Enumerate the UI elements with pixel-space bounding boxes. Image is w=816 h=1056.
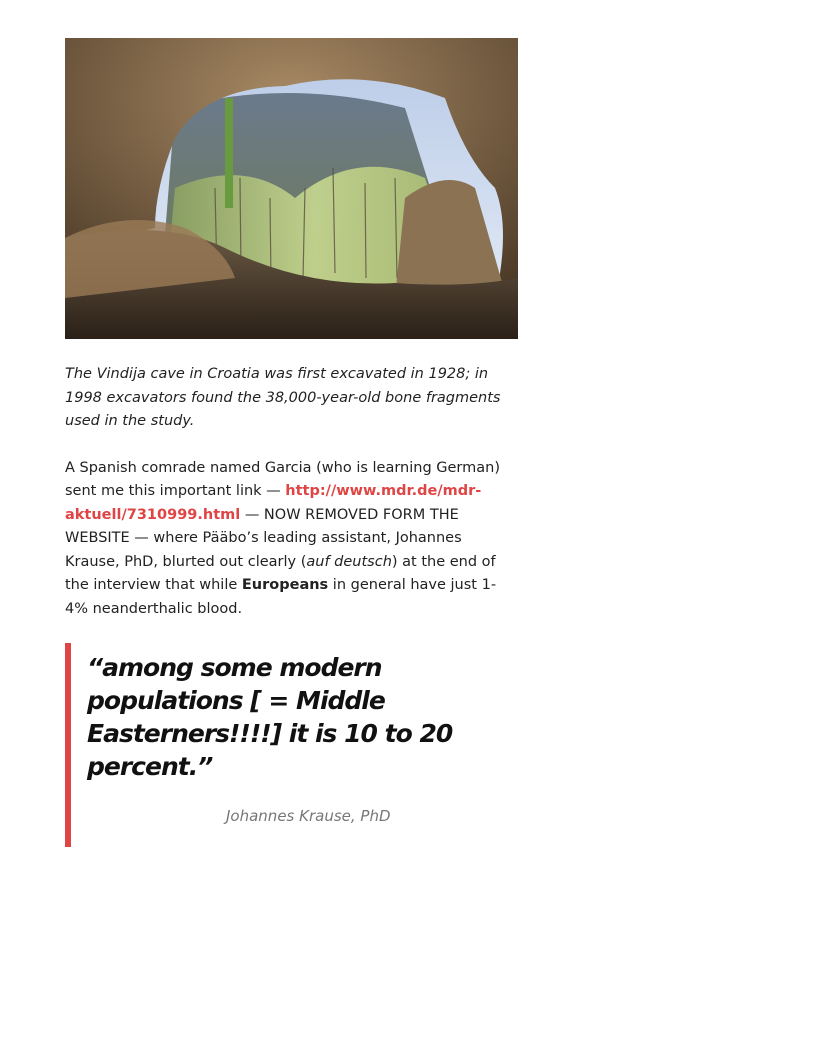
cave-photo-image <box>65 38 518 339</box>
paragraph-after-italic: ) at the end of the interview that while <box>65 553 496 593</box>
quote-citation: Johannes Krause, PhD <box>226 807 391 825</box>
paragraph-bold: Europeans <box>241 577 329 593</box>
paragraph-after-link: — NOW REMOVED FORM THE WEBSITE — where Pääbo’s leading assistant, Johannes Krause, PhD, blurted out clearly ( <box>65 506 462 570</box>
paragraph-ending: in general have just 1-4% neanderthalic blood. <box>65 577 497 617</box>
blockquote <box>65 643 518 847</box>
mdr-link[interactable]: http://www.mdr.de/mdr-aktuell/7310999.html <box>65 483 482 523</box>
article-content <box>65 38 518 847</box>
paragraph-italic: auf deutsch <box>306 553 392 570</box>
image-caption: The Vindija cave in Croatia was first excavated in 1928; in 1998 excavators found the 38,000-year-old bone fragments used in the study. <box>65 366 501 429</box>
quote-text: “among some modern populations [ = Middle Easterners!!!!] it is 10 to 20 percent.” <box>87 653 453 781</box>
body-paragraph <box>65 457 518 622</box>
cave-photo <box>65 38 518 339</box>
paragraph-intro: A Spanish comrade named Garcia (who is learning German) sent me this important link — <box>65 459 500 499</box>
